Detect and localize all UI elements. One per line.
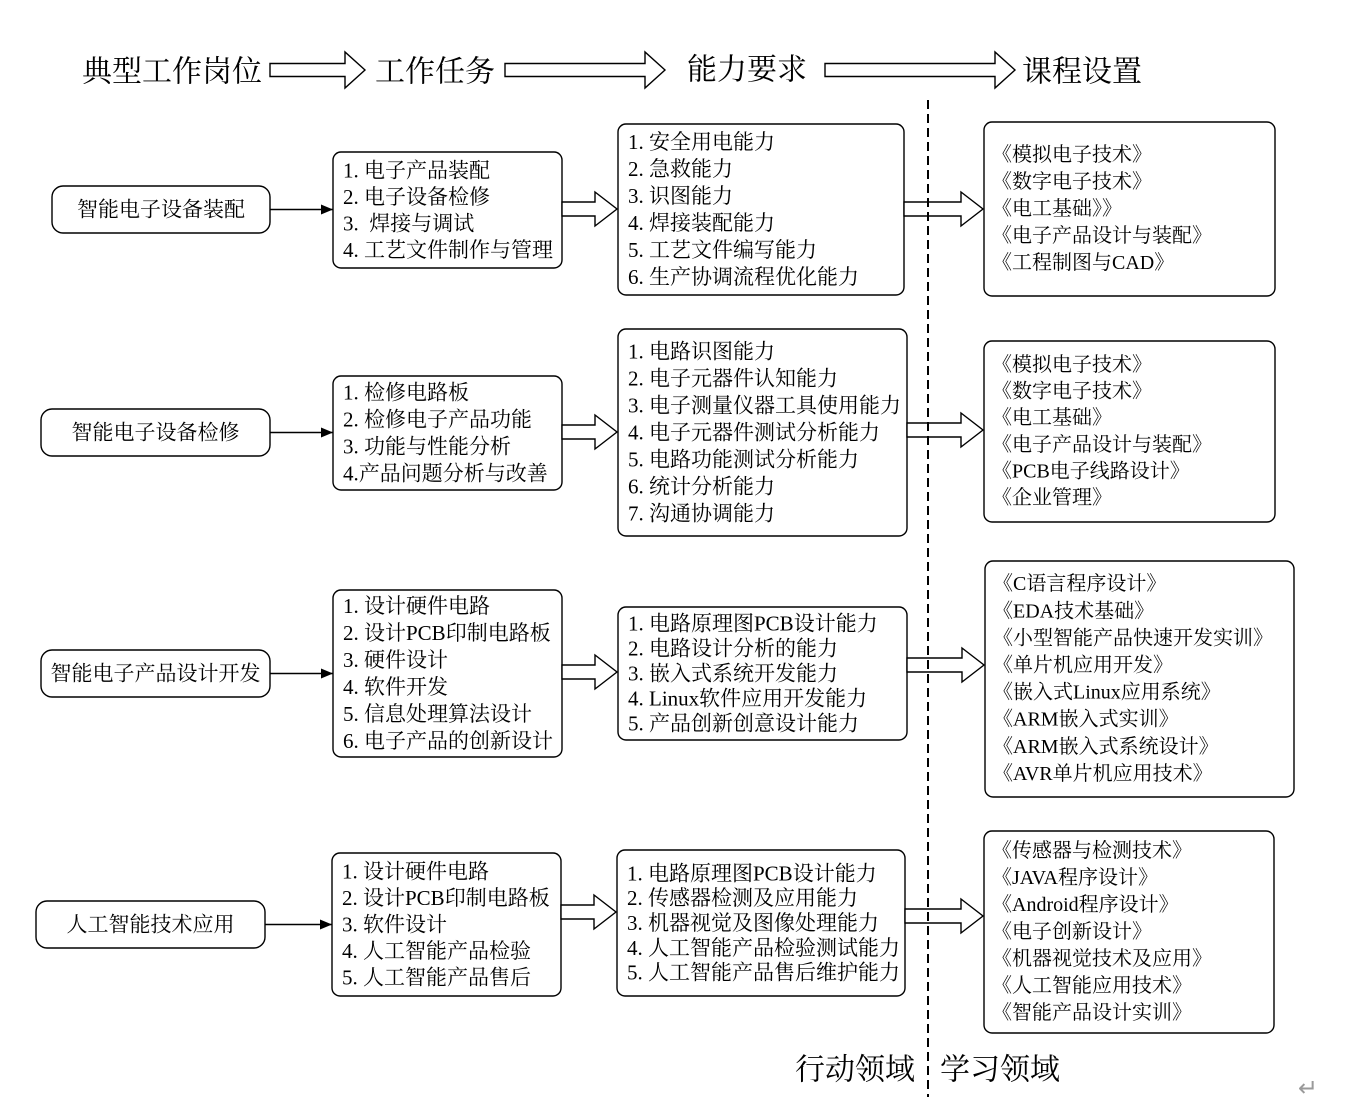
work-tasks-node-group [333,152,562,268]
course-item: 《PCB电子线路设计》 [992,460,1190,483]
action-domain-label: 行动领域 [795,1053,915,1087]
ability-to-course-arrow [905,899,983,933]
role-row [52,122,1275,296]
job-position-label: 智能电子设备装配 [77,197,245,222]
course-settings-node [985,561,1294,797]
paragraph-mark: ↵ [1298,1074,1319,1102]
course-item: 《机器视觉技术及应用》 [992,948,1212,970]
course-item: 《模拟电子技术》 [992,144,1152,166]
work-task-item: 4.产品问题分析与改善 [343,461,548,486]
course-item: 《C语言程序设计》 [993,573,1167,596]
work-task-item: 1. 设计硬件电路 [342,859,489,884]
work-task-item: 3. 焊接与调试 [343,211,475,236]
role-rows [36,122,1294,1033]
ability-item: 2. 电路设计分析的能力 [628,636,838,661]
footer-row [795,1054,1318,1102]
course-item: 《AVR单片机应用技术》 [993,762,1213,785]
course-item: 《嵌入式Linux应用系统》 [993,681,1221,704]
work-task-item: 3. 硬件设计 [343,648,448,672]
course-item: 《电子创新设计》 [992,921,1152,943]
ability-item: 3. 机器视觉及图像处理能力 [627,911,879,935]
ability-item: 2. 急救能力 [628,157,733,181]
work-task-item: 3. 功能与性能分析 [343,434,511,459]
work-tasks-node-group [332,853,561,996]
work-task-item: 6. 电子产品的创新设计 [343,729,553,753]
course-item: 《电工基础》》 [992,198,1122,220]
work-task-item: 2. 设计PCB印制电路板 [343,621,551,645]
header-arrow [505,52,665,88]
header-job-positions: 典型工作岗位 [82,55,262,89]
course-item: 《工程制图与CAD》 [992,252,1175,274]
header-arrow [825,52,1015,88]
course-item: 《小型智能产品快速开发实训》 [993,627,1273,650]
ability-item: 5. 产品创新创意设计能力 [628,711,859,736]
ability-item: 5. 人工智能产品售后维护能力 [627,960,900,985]
course-item: 《人工智能应用技术》 [992,975,1192,997]
task-to-ability-arrow [562,655,617,689]
ability-item: 1. 电路原理图PCB设计能力 [627,861,877,886]
header-course-settings: 课程设置 [1022,55,1142,89]
header-work-tasks: 工作任务 [375,55,495,89]
ability-item: 1. 电路原理图PCB设计能力 [628,611,878,636]
ability-to-course-arrow [907,648,984,682]
work-task-item: 4. 软件开发 [343,675,448,699]
course-item: 《电工基础》 [992,407,1112,430]
course-item: 《智能产品设计实训》 [992,1002,1192,1024]
ability-item: 4. 焊接装配能力 [628,211,775,235]
ability-item: 5. 电路功能测试分析能力 [628,447,859,472]
ability-item: 2. 电子元器件认知能力 [628,366,838,391]
role-row [41,561,1294,797]
ability-requirements-node-group [617,850,905,996]
work-task-item: 4. 人工智能产品检验 [342,939,531,963]
ability-requirements-node-group [618,124,904,295]
work-task-item: 2. 检修电子产品功能 [343,407,532,432]
header-arrow [270,52,365,88]
ability-item: 3. 识图能力 [628,184,733,208]
course-item: 《EDA技术基础》 [993,600,1155,623]
course-item: 《模拟电子技术》 [992,354,1152,376]
ability-item: 2. 传感器检测及应用能力 [627,886,858,911]
ability-item: 5. 工艺文件编写能力 [628,238,817,262]
work-task-item: 5. 信息处理算法设计 [343,702,532,726]
work-tasks-node-group [333,376,562,490]
ability-requirements-node-group [618,607,907,740]
header-ability-requirements: 能力要求 [687,53,807,87]
header-row [82,52,1142,89]
ability-item: 6. 生产协调流程优化能力 [628,265,859,289]
work-tasks-node-group [333,590,562,757]
work-task-item: 1. 检修电路板 [343,380,469,405]
ability-to-course-arrow [907,413,983,447]
work-task-item: 5. 人工智能产品售后 [342,965,531,990]
work-task-item: 2. 电子设备检修 [343,184,490,209]
course-item: 《电子产品设计与装配》 [992,433,1212,456]
course-item: 《JAVA程序设计》 [992,867,1158,889]
task-to-ability-arrow [562,192,617,226]
work-task-item: 3. 软件设计 [342,912,447,937]
task-to-ability-arrow [561,895,616,929]
course-item: 《数字电子技术》 [992,171,1152,193]
ability-item: 4. 人工智能产品检验测试能力 [627,935,900,960]
course-item: 《企业管理》 [992,487,1112,509]
work-task-item: 2. 设计PCB印制电路板 [342,886,550,910]
course-item: 《ARM嵌入式系统设计》 [993,735,1219,758]
ability-item: 4. 电子元器件测试分析能力 [628,420,880,445]
course-settings-node-group [984,122,1275,296]
course-item: 《电子产品设计与装配》 [992,225,1212,247]
work-task-item: 4. 工艺文件制作与管理 [343,237,553,262]
ability-requirements-node-group [618,329,907,536]
ability-item: 1. 安全用电能力 [628,130,775,154]
job-position-label: 智能电子设备检修 [71,420,240,445]
ability-item: 3. 嵌入式系统开发能力 [628,661,838,686]
course-item: 《Android程序设计》 [992,894,1179,916]
work-task-item: 1. 电子产品装配 [343,158,490,183]
course-item: 《ARM嵌入式实训》 [993,708,1179,731]
ability-item: 4. Linux软件应用开发能力 [628,686,868,711]
ability-item: 3. 电子测量仪器工具使用能力 [628,393,901,418]
ability-item: 7. 沟通协调能力 [628,501,775,526]
ability-item: 6. 统计分析能力 [628,474,775,499]
work-task-item: 1. 设计硬件电路 [343,594,490,618]
task-to-ability-arrow [562,415,617,449]
role-row [36,831,1274,1033]
course-settings-node-group [984,341,1275,522]
job-position-label: 人工智能技术应用 [66,912,235,937]
course-settings-node-group [984,831,1274,1033]
ability-item: 1. 电路识图能力 [628,339,775,364]
job-position-label: 智能电子产品设计开发 [50,661,261,686]
learning-domain-label: 学习领域 [940,1053,1060,1087]
course-item: 《单片机应用开发》 [993,654,1173,677]
ability-to-course-arrow [904,192,983,226]
course-item: 《数字电子技术》 [992,380,1152,403]
course-item: 《传感器与检测技术》 [992,840,1192,862]
course-settings-node-group [985,561,1294,797]
role-row [41,329,1275,536]
